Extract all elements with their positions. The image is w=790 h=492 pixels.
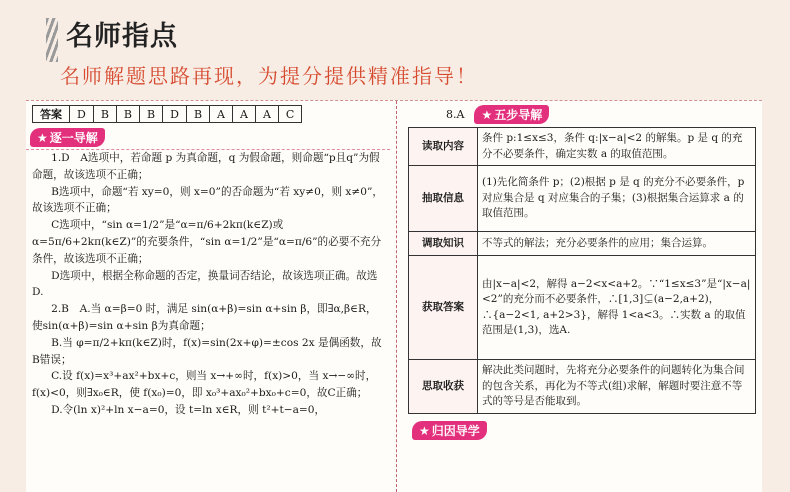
solution-paragraph: C选项中，“sin α=1/2”是“α=π/6+2kπ(k∈Z)或 α=5π/6+2kπ(k∈Z)”的充要条件，“sin α=1/2”是“α=π/6”的必要不充分条件，故该选项不正确；: [32, 219, 382, 265]
solution-list: [26, 150, 390, 419]
badge-label: 逐一导解: [49, 131, 98, 145]
section-badge-guiyin: [412, 421, 487, 440]
right-column: [406, 101, 762, 492]
table-row: [409, 128, 756, 166]
answer-cell: D: [163, 106, 187, 123]
step-label: 调取知识: [409, 232, 478, 256]
answer-table: [32, 105, 302, 123]
table-row: [409, 256, 756, 360]
badge-label: 归因导学: [431, 424, 480, 438]
table-row: [409, 360, 756, 414]
solution-paragraph: D选项中，根据全称命题的否定，换量词否结论，故该选项正确。故选D.: [32, 269, 378, 299]
step-label: 抽取信息: [409, 166, 478, 232]
star-icon: ★: [419, 424, 430, 438]
answer-cell: A: [210, 106, 233, 123]
solution-paragraph: B选项中，命题“若 xy=0，则 x=0”的否命题为“若 xy≠0，则 x≠0”，故该选项不正确；: [32, 185, 384, 215]
five-step-table: [408, 127, 756, 414]
answer-cell: A: [232, 106, 255, 123]
badge-label: 五步导解: [494, 107, 543, 122]
step-label: 思取收获: [409, 360, 478, 414]
step-content: 条件 p:1≤x≤3，条件 q:|x−a|<2 的解集。p 是 q 的充分不必要条件，确定实数 a 的取值范围。: [478, 128, 756, 166]
worksheet: [26, 100, 762, 492]
answer-cell: B: [93, 106, 116, 123]
step-label: 获取答案: [409, 256, 478, 360]
question-number: 8.A: [446, 107, 465, 121]
answer-cell: C: [278, 106, 301, 123]
answer-cell: B: [140, 106, 163, 123]
column-divider: [396, 101, 397, 492]
solution-paragraph: B.当 φ=π/2+kπ(k∈Z)时，f(x)=sin(2x+φ)=±cos 2x 是偶函数，故B错误；: [32, 336, 382, 366]
step-content: 解决此类问题时，先将充分必要条件的问题转化为集合间的包含关系，再化为不等式(组)求解，解题时要注意不等式的等号是否能取到。: [478, 360, 756, 414]
answer-label: 答案: [33, 106, 70, 123]
section-badge-zhuyi: [30, 128, 105, 147]
table-row: [409, 166, 756, 232]
solution-paragraph: C.设 f(x)=x³+ax²+bx+c，则当 x→+∞时，f(x)>0，当 x→−∞时，f(x)<0，则∃x₀∈R，使 f(x₀)=0，即 x₀³+ax₀²+bx₀+c=0，故C正确；: [32, 370, 377, 400]
star-icon: ★: [481, 107, 493, 122]
step-content: 由|x−a|<2，解得 a−2<x<a+2。∵“1≤x≤3”是“|x−a|<2”的充分而不必要条件，∴[1,3]⊊(a−2,a+2)，∴{a−2<1, a+2>3}，解得 1<a<3。∴实数 a 的取值范围是(1,3)，选A.: [478, 256, 756, 360]
table-row: [409, 232, 756, 256]
page-title: 名师指点: [66, 21, 178, 52]
solution-paragraph: D.令(ln x)²+ln x−a=0，设 t=ln x∈R，则 t²+t−a=0，: [51, 403, 326, 416]
solution-paragraph: 1.D A选项中，若命题 p 为真命题，q 为假命题，则命题“p且q”为假命题，故该选项不正确；: [32, 152, 380, 181]
answer-cell: B: [116, 106, 139, 123]
step-content: 不等式的解法；充分必要条件的应用；集合运算。: [478, 232, 756, 256]
star-icon: ★: [37, 131, 48, 145]
step-content: (1)先化简条件 p；(2)根据 p 是 q 的充分不必要条件，p 对应集合是 q 对应集合的子集；(3)根据集合运算求 a 的取值范围。: [478, 166, 756, 232]
decorative-stripes: [46, 18, 58, 62]
left-column: [26, 101, 390, 492]
answer-cell: B: [186, 106, 209, 123]
section-badge-wubu: [474, 105, 549, 124]
answer-cell: A: [255, 106, 278, 123]
step-label: 读取内容: [409, 128, 478, 166]
solution-paragraph: 2.B A.当 α=β=0 时，满足 sin(α+β)=sin α+sin β，即∃α,β∈R，使sin(α+β)=sin α+sin β为真命题；: [32, 303, 377, 332]
answer-cell: D: [70, 106, 94, 123]
footer-badge-area: [412, 420, 762, 440]
page-subtitle: 名师解题思路再现，为提分提供精准指导！: [60, 64, 478, 88]
question-header: [406, 101, 762, 127]
